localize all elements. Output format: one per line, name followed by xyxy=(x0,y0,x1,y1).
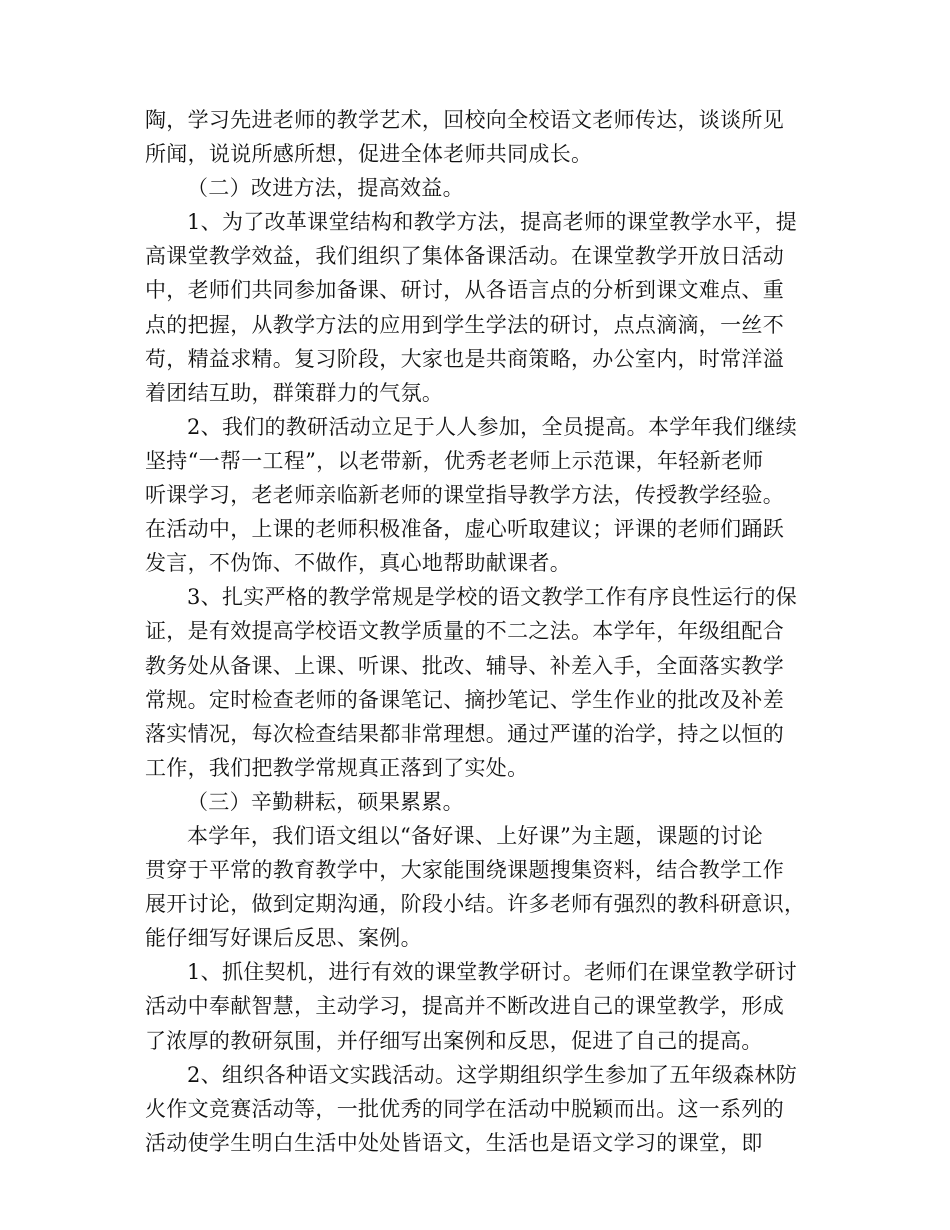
text-line: 活动中奉献智慧，主动学习，提高并不断改进自己的课堂教学，形成 xyxy=(145,994,784,1019)
text-line: 落实情况，每次检查结果都非常理想。通过严谨的治学，持之以恒的 xyxy=(145,721,784,746)
text-line: （三）辛勤耕耘，硕果累累。 xyxy=(187,789,464,814)
text-line: 活动使学生明白生活中处处皆语文，生活也是语文学习的课堂，即 xyxy=(145,1130,763,1155)
text-line: 能仔细写好课后反思、案例。 xyxy=(145,926,422,951)
text-line: 展开讨论，做到定期沟通，阶段小结。许多老师有强烈的教科研意识， xyxy=(145,892,806,917)
text-line: 本学年，我们语文组以“备好课、上好课”为主题，课题的讨论 xyxy=(187,823,763,848)
text-line: 听课学习，老老师亲临新老师的课堂指导教学方法，传授教学经验。 xyxy=(145,483,784,508)
text-line: 陶，学习先进老师的教学艺术，回校向全校语文老师传达，谈谈所见 xyxy=(145,108,784,132)
text-line: 点的把握，从教学方法的应用到学生学法的研讨，点点滴滴，一丝不 xyxy=(145,312,784,337)
text-line: 1、抓住契机，进行有效的课堂教学研讨。老师们在课堂教学研讨 xyxy=(187,960,798,985)
text-line: 教务处从备课、上课、听课、批改、辅导、补差入手，全面落实教学 xyxy=(145,653,784,678)
text-line: （二）改进方法，提高效益。 xyxy=(187,176,464,201)
text-line: 证，是有效提高学校语文教学质量的不二之法。本学年，年级组配合 xyxy=(145,619,784,644)
text-line: 了浓厚的教研氛围，并仔细写出案例和反思，促进了自己的提高。 xyxy=(145,1028,763,1053)
text-line: 中，老师们共同参加备课、研讨，从各语言点的分析到课文难点、重 xyxy=(145,278,784,303)
document-body xyxy=(145,103,805,1160)
text-line: 工作，我们把教学常规真正落到了实处。 xyxy=(145,755,529,780)
text-line: 火作文竞赛活动等，一批优秀的同学在活动中脱颖而出。这一系列的 xyxy=(145,1096,784,1121)
text-line: 着团结互助，群策群力的气氛。 xyxy=(145,380,444,405)
text-line: 所闻，说说所感所想，促进全体老师共同成长。 xyxy=(145,142,593,167)
text-line: 2、我们的教研活动立足于人人参加，全员提高。本学年我们继续 xyxy=(187,414,798,439)
text-line: 常规。定时检查老师的备课笔记、摘抄笔记、学生作业的批改及补差 xyxy=(145,687,784,712)
text-line: 3、扎实严格的教学常规是学校的语文教学工作有序良性运行的保 xyxy=(187,585,798,610)
text-line: 坚持“一帮一工程”，以老带新，优秀老老师上示范课，年轻新老师 xyxy=(145,448,764,473)
text-line: 高课堂教学效益，我们组织了集体备课活动。在课堂教学开放日活动 xyxy=(145,244,784,269)
text-line: 苟，精益求精。复习阶段，大家也是共商策略，办公室内，时常洋溢 xyxy=(145,346,784,371)
text-line: 在活动中，上课的老师积极准备，虚心听取建议；评课的老师们踊跃 xyxy=(145,517,784,542)
text-line: 贯穿于平常的教育教学中，大家能围绕课题搜集资料，结合教学工作 xyxy=(145,858,784,883)
text-line: 发言，不伪饰、不做作，真心地帮助献课者。 xyxy=(145,551,571,576)
document-page xyxy=(145,103,805,1160)
text-line: 1、为了改革课堂结构和教学方法，提高老师的课堂教学水平，提 xyxy=(187,210,798,235)
text-line: 2、组织各种语文实践活动。这学期组织学生参加了五年级森林防 xyxy=(187,1062,798,1087)
